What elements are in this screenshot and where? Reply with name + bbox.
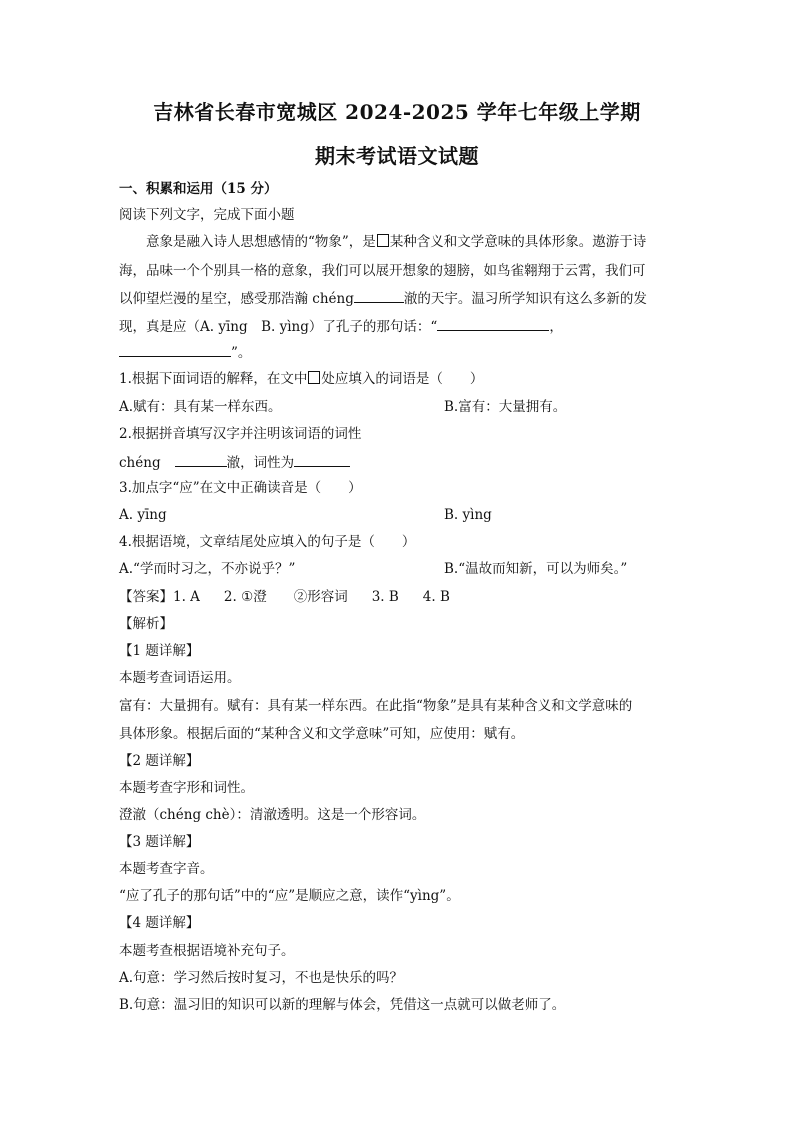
fill-blank[interactable] [437,316,549,331]
detail-3-text: “应了孔子的那句话”中的“应”是顺应之意，读作“yìng”。 [119,888,460,904]
passage-text: 澈的天宇。温习所学知识有这么多新的发 [403,291,647,307]
detail-4-text: B.句意：温习旧的知识可以新的理解与体会，凭借这一点就可以做老师了。 [119,997,566,1013]
answer-1: 1. A [173,589,200,605]
answer-2: 2. ①澄 ②形容词 [223,589,348,605]
answer-label: 【答案】 [119,589,173,605]
detail-1-label: 【1 题详解】 [119,643,200,659]
document-title-line1: 吉林省长春市宽城区 2024-2025 学年七年级上学期 [153,100,641,124]
question-4-option-b[interactable]: B.“温故而知新，可以为师矣。” [444,561,628,577]
section-heading: 一、积累和运用（15 分） [119,181,278,197]
pinyin: chéng [119,455,161,471]
detail-2-text: 本题考查字形和词性。 [119,780,254,796]
question-text: 1.根据下面词语的解释，在文中 [119,371,308,387]
question-text: 处应填入的词语是（ ） [321,371,484,387]
question-2-stem: 2.根据拼音填写汉字并注明该词语的词性 [119,426,362,442]
passage-text: 以仰望烂漫的星空，感受那浩瀚 chéng [119,291,354,307]
fill-blank[interactable] [354,288,404,303]
question-1-option-b[interactable]: B.富有：大量拥有。 [444,399,567,415]
detail-4-text: 本题考查根据语境补充句子。 [119,943,295,959]
detail-3-text: 本题考查字音。 [119,861,214,877]
answer-line [119,588,450,606]
blank-box [308,371,320,384]
fill-blank[interactable] [294,452,350,467]
analysis-label: 【解析】 [119,616,173,632]
detail-1-text: 具体形象。根据后面的“某种含义和文学意味”可知，应使用：赋有。 [119,726,525,742]
passage-text: 意象是融入诗人思想感情的“物象”，是 [146,234,376,250]
question-3-option-b[interactable]: B. yìng [444,507,492,523]
section-instruction: 阅读下列文字，完成下面小题 [119,207,295,223]
question-4-stem: 4.根据语境，文章结尾处应填入的句子是（ ） [119,534,416,550]
detail-3-label: 【3 题详解】 [119,834,200,850]
question-1-stem [119,370,483,388]
passage-line-2: 海，品味一个个别具一格的意象，我们可以展开想象的翅膀，如鸟雀翱翔于云霄，我们可 [119,263,646,279]
passage-text: 某种含义和文学意味的具体形象。遨游于诗 [389,234,647,250]
question-3-stem: 3.加点字“应”在文中正确读音是（ ） [119,480,362,496]
question-1-option-a[interactable]: A.赋有：具有某一样东西。 [119,399,282,415]
answer-3: 3. B [371,589,399,605]
passage-text: ， [549,319,563,335]
fill-blank[interactable] [119,342,231,357]
detail-2-label: 【2 题详解】 [119,753,200,769]
passage-text: ”。 [231,345,252,361]
blank-box [377,234,389,247]
detail-4-label: 【4 题详解】 [119,915,200,931]
detail-1-text: 富有：大量拥有。赋有：具有某一样东西。在此指“物象”是具有某种含义和文学意味的 [119,698,633,714]
passage-line-5 [119,342,251,362]
fill-blank[interactable] [175,452,227,467]
question-3-option-a[interactable]: A. yīng [119,507,167,523]
answer-4: 4. B [422,589,450,605]
passage-text: 现，真是应（A. yīng B. yìng）了孔子的那句话：“ [119,319,438,335]
question-text: 澈，词性为 [226,455,295,471]
question-4-option-a[interactable]: A.“学而时习之，不亦说乎？” [119,561,296,577]
passage-line-1 [146,233,646,251]
detail-2-text: 澄澈（chéng chè）：清澈透明。这是一个形容词。 [119,807,426,823]
passage-line-4 [119,316,563,336]
question-2-fill [119,452,350,472]
passage-line-3 [119,288,647,308]
detail-1-text: 本题考查词语运用。 [119,670,241,686]
document-title-line2: 期末考试语文试题 [315,144,479,168]
detail-4-text: A.句意：学习然后按时复习，不也是快乐的吗？ [119,970,404,986]
